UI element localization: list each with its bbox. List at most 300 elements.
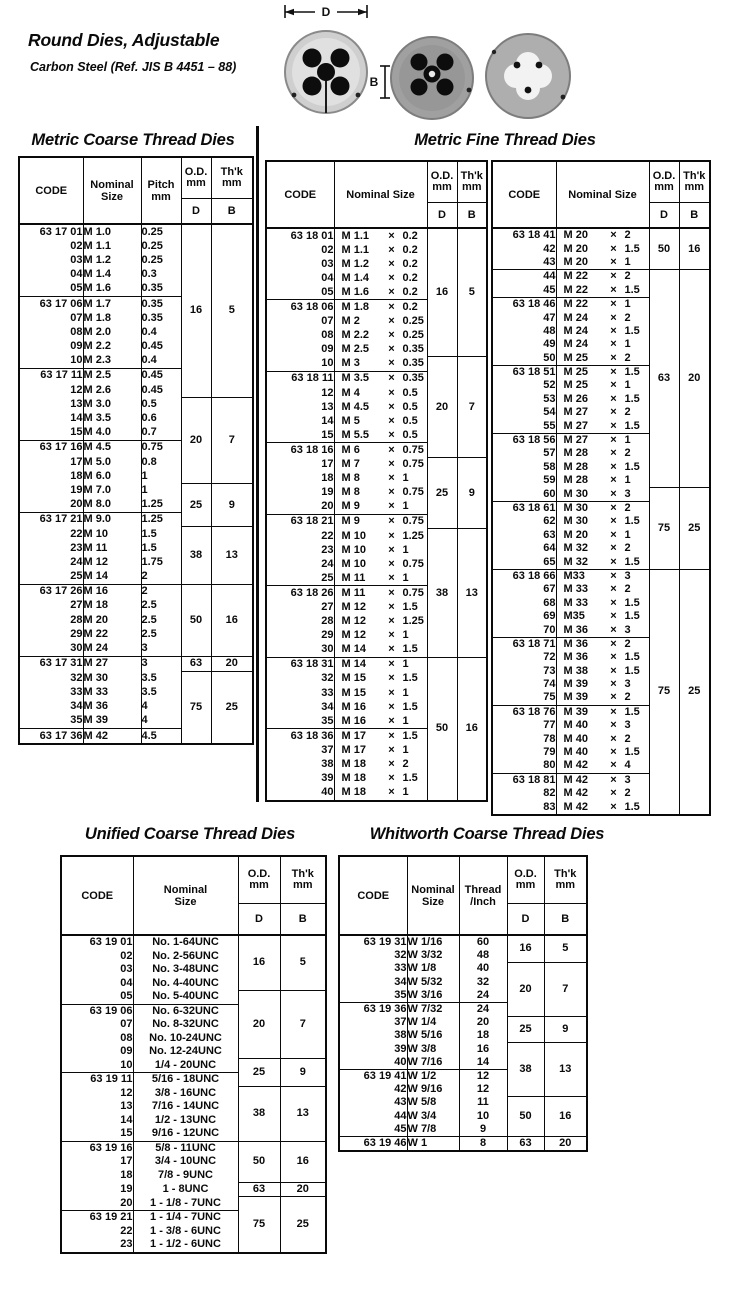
column-header-thk: Th'k mm <box>280 856 326 904</box>
table-row <box>61 1087 326 1101</box>
size-cell: 1 - 1/8 - 7UNC <box>133 1197 238 1211</box>
size-cell: M 1.7 <box>83 296 141 311</box>
size-cell: M 18 <box>83 599 141 613</box>
size-cell: M 1.1 × 0.2 <box>334 243 427 257</box>
size-cell: M 20 × 2 <box>556 228 649 242</box>
size-cell: 1 - 3/8 - 6UNC <box>133 1225 238 1239</box>
size-cell: M 39 × 2 <box>556 691 649 705</box>
size-cell: 7/8 - 9UNC <box>133 1169 238 1183</box>
size-cell: M 1.4 × 0.2 <box>334 271 427 285</box>
code-cell: 63 19 46 <box>339 1136 407 1151</box>
table-row <box>61 1197 326 1211</box>
thk-cell: 25 <box>679 569 710 815</box>
size-cell: M 12 × 1.5 <box>334 600 427 614</box>
code-cell: 69 <box>543 610 556 623</box>
code-cell: 63 18 51 <box>492 365 556 379</box>
size-cell: No. 10-24UNC <box>133 1032 238 1046</box>
code-cell: 27 <box>321 600 334 613</box>
code-cell: 13 <box>321 400 334 413</box>
size-cell: W 9/16 <box>407 1083 459 1096</box>
code-cell: 23 <box>120 1238 133 1251</box>
code-cell: 19 <box>70 483 83 496</box>
code-cell: 35 <box>394 988 407 1001</box>
table-row <box>339 1016 587 1029</box>
table-row <box>339 1096 587 1109</box>
code-cell: 63 19 06 <box>61 1004 133 1018</box>
pitch-cell: 1.25 <box>141 498 181 513</box>
table-row <box>61 1182 326 1197</box>
size-cell: M 42 × 3 <box>556 773 649 787</box>
code-cell: 32 <box>394 949 407 962</box>
code-cell: 05 <box>70 282 83 295</box>
code-cell: 53 <box>543 392 556 405</box>
size-cell: W 7/16 <box>407 1056 459 1070</box>
size-cell: W 1/4 <box>407 1016 459 1029</box>
thk-cell: 9 <box>211 483 253 527</box>
code-cell: 57 <box>543 447 556 460</box>
code-cell: 18 <box>120 1168 133 1181</box>
column-header-thk: Th'k mm <box>679 161 710 203</box>
code-cell: 07 <box>70 311 83 324</box>
code-cell: 05 <box>321 285 334 298</box>
size-cell: M 6 × 0.75 <box>334 443 427 458</box>
tpi-cell: 14 <box>459 1056 507 1070</box>
column-header-code: CODE <box>492 161 556 228</box>
column-subheader-d: D <box>238 904 280 936</box>
code-cell: 20 <box>70 498 83 511</box>
code-cell: 63 19 36 <box>339 1002 407 1016</box>
size-cell: M 4.5 <box>83 440 141 455</box>
column-subheader-b: B <box>280 904 326 936</box>
code-cell: 25 <box>321 571 334 584</box>
column-header-thk: Th'k mm <box>544 856 587 904</box>
code-cell: 63 18 16 <box>266 443 334 458</box>
code-cell: 17 <box>70 455 83 468</box>
code-cell: 29 <box>321 629 334 642</box>
thk-cell: 7 <box>457 357 487 458</box>
column-subheader-b: B <box>211 199 253 225</box>
catalog-table <box>338 855 588 1152</box>
die-side-icon <box>391 37 473 119</box>
table-row <box>61 1141 326 1155</box>
size-cell: M 8.0 <box>83 498 141 513</box>
table-row <box>266 657 487 672</box>
thk-cell: 7 <box>544 962 587 1016</box>
thk-cell: 5 <box>280 935 326 990</box>
pitch-cell: 0.25 <box>141 239 181 253</box>
code-cell: 22 <box>321 529 334 542</box>
table-row <box>339 1043 587 1056</box>
code-cell: 63 18 21 <box>266 514 334 529</box>
tpi-cell: 24 <box>459 1002 507 1016</box>
size-cell: M 3 × 0.35 <box>334 357 427 372</box>
column-header-od: O.D. mm <box>649 161 679 203</box>
size-cell: M 25 × 1 <box>556 379 649 392</box>
code-cell: 62 <box>543 515 556 528</box>
pitch-cell: 0.35 <box>141 296 181 311</box>
code-cell: 48 <box>543 324 556 337</box>
code-cell: 02 <box>120 949 133 962</box>
size-cell: 1/4 - 20UNC <box>133 1059 238 1073</box>
code-cell: 63 18 61 <box>492 501 556 515</box>
size-cell: M 1.8 <box>83 311 141 325</box>
pitch-cell: 0.45 <box>141 340 181 354</box>
size-cell: M 20 × 1.5 <box>556 242 649 255</box>
size-cell: M 18 × 1 <box>334 786 427 801</box>
code-cell: 03 <box>70 253 83 266</box>
size-cell: M 5.5 × 0.5 <box>334 428 427 443</box>
size-cell: No. 8-32UNC <box>133 1018 238 1032</box>
thk-cell: 9 <box>280 1059 326 1087</box>
pitch-cell: 0.7 <box>141 426 181 441</box>
thk-cell: 5 <box>544 935 587 962</box>
size-cell: M 42 × 2 <box>556 787 649 800</box>
od-cell: 25 <box>427 458 457 529</box>
thk-cell: 16 <box>280 1141 326 1182</box>
code-cell: 60 <box>543 487 556 500</box>
size-cell: M 10 <box>83 527 141 541</box>
code-cell: 33 <box>70 686 83 699</box>
pitch-cell: 2.5 <box>141 627 181 641</box>
pitch-cell: 1.5 <box>141 541 181 555</box>
unified-title: Unified Coarse Thread Dies <box>84 825 296 843</box>
column-header-code: CODE <box>266 161 334 228</box>
d-dimension-label: D <box>321 5 331 19</box>
code-cell: 45 <box>543 283 556 296</box>
size-cell: M 1.1 × 0.2 <box>334 228 427 243</box>
column-header-code: CODE <box>19 157 83 224</box>
pitch-cell: 0.25 <box>141 253 181 267</box>
size-cell: M 2.0 <box>83 325 141 339</box>
size-cell: W 3/32 <box>407 949 459 962</box>
thk-cell: 13 <box>544 1043 587 1097</box>
code-cell: 24 <box>321 557 334 570</box>
code-cell: 44 <box>492 270 556 284</box>
code-cell: 78 <box>543 732 556 745</box>
size-cell: M 6.0 <box>83 469 141 483</box>
pitch-cell: 0.4 <box>141 325 181 339</box>
size-cell: 1 - 8UNC <box>133 1182 238 1197</box>
code-cell: 40 <box>394 1055 407 1068</box>
size-cell: M 22 × 1.5 <box>556 284 649 298</box>
size-cell: M 27 × 1.5 <box>556 419 649 433</box>
size-cell: M 25 × 1.5 <box>556 365 649 379</box>
b-dimension-arrow <box>380 66 390 98</box>
od-cell: 75 <box>649 487 679 569</box>
pitch-cell: 0.25 <box>141 224 181 239</box>
size-cell: No. 1-64UNC <box>133 935 238 950</box>
size-cell: M 30 × 1.5 <box>556 515 649 528</box>
thk-cell: 16 <box>679 228 710 270</box>
code-cell: 09 <box>120 1045 133 1058</box>
pitch-cell: 1 <box>141 469 181 483</box>
table-row <box>266 357 487 372</box>
b-dimension-label: B <box>369 75 379 89</box>
od-cell: 25 <box>238 1059 280 1087</box>
table-row <box>19 397 253 411</box>
code-cell: 63 19 01 <box>89 936 133 949</box>
size-cell: M 32 × 2 <box>556 542 649 555</box>
size-cell: 5/8 - 11UNC <box>133 1141 238 1155</box>
size-cell: M 15 × 1 <box>334 686 427 700</box>
size-cell: M 1.4 <box>83 268 141 282</box>
pitch-cell: 0.35 <box>141 282 181 297</box>
metric-coarse-title: Metric Coarse Thread Dies <box>31 131 235 149</box>
die-illustration <box>270 2 580 126</box>
code-cell: 13 <box>70 397 83 410</box>
size-cell: M 40 × 2 <box>556 732 649 745</box>
code-cell: 15 <box>120 1127 133 1140</box>
od-cell: 16 <box>427 228 457 357</box>
pitch-cell: 1.5 <box>141 527 181 541</box>
code-cell: 18 <box>321 472 334 485</box>
pitch-cell: 0.35 <box>141 311 181 325</box>
code-cell: 02 <box>321 243 334 256</box>
size-cell: M 1.2 <box>83 253 141 267</box>
tpi-cell: 32 <box>459 976 507 989</box>
page-subtitle: Carbon Steel (Ref. JIS B 4451 – 88) <box>30 60 237 74</box>
code-cell: 63 18 11 <box>266 371 334 386</box>
od-cell: 38 <box>181 527 211 584</box>
pitch-cell: 0.45 <box>141 383 181 397</box>
code-cell: 17 <box>120 1155 133 1168</box>
size-cell: M 15 × 1.5 <box>334 672 427 686</box>
thk-cell: 5 <box>211 224 253 397</box>
size-cell: W 1/16 <box>407 935 459 949</box>
size-cell: M 7.0 <box>83 483 141 497</box>
size-cell: M 36 × 3 <box>556 623 649 637</box>
table-row <box>19 527 253 541</box>
size-cell: M 12 × 1 <box>334 629 427 643</box>
table-row <box>492 228 710 242</box>
thk-cell: 25 <box>280 1197 326 1253</box>
od-cell: 75 <box>238 1197 280 1253</box>
code-cell: 67 <box>543 583 556 596</box>
pitch-cell: 4 <box>141 700 181 714</box>
size-cell: M 18 × 2 <box>334 757 427 771</box>
code-cell: 65 <box>543 555 556 568</box>
code-cell: 43 <box>543 255 556 268</box>
table-row <box>266 529 487 543</box>
size-cell: M 2.3 <box>83 354 141 369</box>
code-cell: 68 <box>543 596 556 609</box>
code-cell: 63 18 31 <box>266 657 334 672</box>
pitch-cell: 0.5 <box>141 397 181 411</box>
column-subheader-d: D <box>427 203 457 229</box>
thk-cell: 25 <box>211 671 253 744</box>
code-cell: 63 <box>543 528 556 541</box>
whitworth-title: Whitworth Coarse Thread Dies <box>369 825 605 843</box>
size-cell: 1/2 - 13UNC <box>133 1114 238 1128</box>
code-cell: 02 <box>70 239 83 252</box>
code-cell: 75 <box>543 691 556 704</box>
thk-cell: 13 <box>211 527 253 584</box>
size-cell: M 42 <box>83 729 141 745</box>
od-cell: 63 <box>507 1136 544 1151</box>
size-cell: M 11 × 1 <box>334 571 427 586</box>
column-header-od: O.D. mm <box>507 856 544 904</box>
code-cell: 07 <box>321 315 334 328</box>
size-cell: M 1.1 <box>83 239 141 253</box>
size-cell: 5/16 - 18UNC <box>133 1073 238 1087</box>
code-cell: 30 <box>321 643 334 656</box>
size-cell: M 18 × 1.5 <box>334 772 427 786</box>
code-cell: 63 17 16 <box>19 440 83 455</box>
size-cell: M 17 × 1.5 <box>334 729 427 744</box>
pitch-cell: 1 <box>141 483 181 497</box>
size-cell: W 3/4 <box>407 1109 459 1122</box>
size-cell: M 30 × 2 <box>556 501 649 515</box>
metric-fine-table-b-container <box>491 160 711 816</box>
od-cell: 20 <box>181 397 211 483</box>
thk-cell: 20 <box>280 1182 326 1197</box>
od-cell: 25 <box>181 483 211 527</box>
size-cell: M 20 × 1 <box>556 529 649 542</box>
code-cell: 04 <box>70 268 83 281</box>
size-cell: No. 3-48UNC <box>133 963 238 977</box>
code-cell: 63 18 01 <box>290 229 334 242</box>
size-cell: M 11 × 0.75 <box>334 586 427 601</box>
table-row <box>19 483 253 497</box>
thk-cell: 7 <box>280 990 326 1059</box>
table-row <box>492 569 710 583</box>
table-row <box>19 671 253 685</box>
od-cell: 20 <box>507 962 544 1016</box>
pitch-cell: 2.5 <box>141 599 181 613</box>
od-cell: 63 <box>181 656 211 671</box>
pitch-cell: 2 <box>141 570 181 585</box>
thk-cell: 7 <box>211 397 253 483</box>
size-cell: M 7 × 0.75 <box>334 458 427 472</box>
code-cell: 08 <box>70 325 83 338</box>
code-cell: 14 <box>120 1113 133 1126</box>
size-cell: M 11 <box>83 541 141 555</box>
table-row <box>492 487 710 501</box>
size-cell: W 7/8 <box>407 1123 459 1137</box>
table-row <box>19 656 253 671</box>
code-cell: 80 <box>543 759 556 772</box>
code-cell: 03 <box>120 963 133 976</box>
size-cell: W 7/32 <box>407 1002 459 1016</box>
size-cell: M 3.5 × 0.35 <box>334 371 427 386</box>
code-cell: 70 <box>543 623 556 636</box>
size-cell: M 1.6 <box>83 282 141 297</box>
tpi-cell: 16 <box>459 1043 507 1056</box>
column-header-code: CODE <box>339 856 407 935</box>
code-cell: 37 <box>321 743 334 756</box>
size-cell: M 27 <box>83 656 141 671</box>
code-cell: 72 <box>543 651 556 664</box>
code-cell: 50 <box>543 351 556 364</box>
tpi-cell: 24 <box>459 989 507 1003</box>
code-cell: 33 <box>321 686 334 699</box>
size-cell: M 40 × 3 <box>556 719 649 732</box>
size-cell: M 10 × 0.75 <box>334 557 427 571</box>
column-header-size: Nominal Size <box>133 856 238 935</box>
code-cell: 42 <box>543 242 556 255</box>
od-cell: 75 <box>181 671 211 744</box>
pitch-cell: 0.3 <box>141 268 181 282</box>
size-cell: M 2.2 <box>83 340 141 354</box>
tpi-cell: 9 <box>459 1123 507 1137</box>
od-cell: 38 <box>427 529 457 657</box>
size-cell: M 24 <box>83 641 141 656</box>
column-header-thk: Th'k mm <box>457 161 487 203</box>
code-cell: 77 <box>543 719 556 732</box>
size-cell: M35 × 1.5 <box>556 610 649 623</box>
size-cell: M 2.5 × 0.35 <box>334 343 427 357</box>
thk-cell: 9 <box>544 1016 587 1042</box>
size-cell: M 40 × 1.5 <box>556 746 649 759</box>
code-cell: 34 <box>70 700 83 713</box>
code-cell: 07 <box>120 1018 133 1031</box>
unified-table-container <box>60 855 327 1254</box>
size-cell: M 27 × 1 <box>556 433 649 447</box>
size-cell: No. 12-24UNC <box>133 1045 238 1059</box>
code-cell: 63 18 81 <box>492 773 556 787</box>
code-cell: 14 <box>70 412 83 425</box>
code-cell: 22 <box>70 527 83 540</box>
code-cell: 38 <box>394 1029 407 1042</box>
code-cell: 63 18 66 <box>492 569 556 583</box>
code-cell: 20 <box>321 500 334 513</box>
od-cell: 38 <box>238 1087 280 1142</box>
code-cell: 04 <box>120 976 133 989</box>
code-cell: 27 <box>70 599 83 612</box>
size-cell: M 24 × 1.5 <box>556 325 649 338</box>
code-cell: 63 18 36 <box>266 729 334 744</box>
od-cell: 63 <box>238 1182 280 1197</box>
column-header-size: Nominal Size <box>556 161 649 228</box>
tpi-cell: 8 <box>459 1136 507 1151</box>
code-cell: 55 <box>543 419 556 432</box>
size-cell: W 5/16 <box>407 1029 459 1042</box>
size-cell: No. 6-32UNC <box>133 1004 238 1018</box>
catalog-table <box>491 160 711 816</box>
od-cell: 16 <box>238 935 280 990</box>
size-cell: M 36 × 1.5 <box>556 651 649 664</box>
thk-cell: 13 <box>280 1087 326 1142</box>
tpi-cell: 48 <box>459 949 507 962</box>
size-cell: M 2.5 <box>83 368 141 383</box>
size-cell: M 36 × 2 <box>556 637 649 651</box>
code-cell: 09 <box>321 343 334 356</box>
size-cell: M 9 × 1 <box>334 500 427 515</box>
pitch-cell: 0.6 <box>141 411 181 425</box>
od-cell: 63 <box>649 270 679 488</box>
code-cell: 58 <box>543 460 556 473</box>
size-cell: M 22 × 1 <box>556 297 649 311</box>
size-cell: M 2 × 0.25 <box>334 315 427 329</box>
pitch-cell: 0.8 <box>141 455 181 469</box>
code-cell: 49 <box>543 338 556 351</box>
code-cell: 54 <box>543 406 556 419</box>
code-cell: 04 <box>321 271 334 284</box>
column-header-thk: Th'k mm <box>211 157 253 199</box>
code-cell: 05 <box>120 990 133 1003</box>
size-cell: 1 - 1/4 - 7UNC <box>133 1211 238 1225</box>
size-cell: M 5 × 0.5 <box>334 414 427 428</box>
size-cell: No. 2-56UNC <box>133 950 238 964</box>
code-cell: 35 <box>321 714 334 727</box>
size-cell: M 39 × 3 <box>556 678 649 691</box>
code-cell: 43 <box>394 1096 407 1109</box>
table-row <box>19 584 253 599</box>
code-cell: 42 <box>394 1083 407 1096</box>
column-header-pitch: Pitch mm <box>141 157 181 224</box>
code-cell: 79 <box>543 746 556 759</box>
code-cell: 39 <box>321 772 334 785</box>
